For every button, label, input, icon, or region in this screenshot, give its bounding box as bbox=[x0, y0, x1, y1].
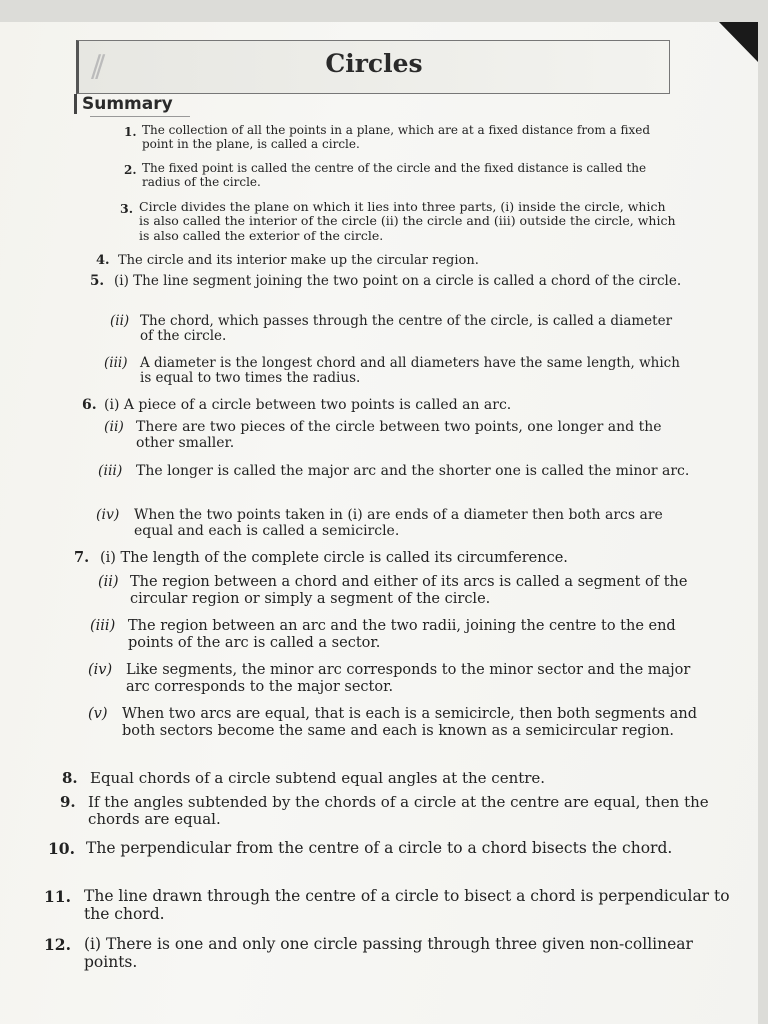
item-text: The region between an arc and the two radii, joining the centre to the end points of the arc is called a sector. bbox=[128, 618, 676, 651]
item-text: The line drawn through the centre of a circle to bisect a chord is perpendicular to the chord. bbox=[84, 887, 730, 923]
item-text: The perpendicular from the centre of a circle to a chord bisects the chord. bbox=[86, 839, 673, 857]
item-number: 3. bbox=[120, 201, 134, 216]
summary-underline bbox=[90, 116, 190, 117]
item-text: The chord, which passes through the centre of the circle, is called a diameter of the circle. bbox=[140, 313, 673, 345]
item-text: The region between a chord and either of its arcs is called a segment of the circular region or simply a segment of the circle. bbox=[130, 574, 688, 607]
item-number: (ii) bbox=[98, 574, 119, 590]
item-text: A diameter is the longest chord and all diameters have the same length, which is equal to two times the radius. bbox=[140, 355, 680, 387]
item-number: (ii) bbox=[110, 313, 130, 329]
item-number: 4. bbox=[96, 253, 110, 268]
banner-decoration: // bbox=[91, 49, 100, 84]
item-number: 1. bbox=[124, 125, 137, 139]
item-number: 10. bbox=[48, 839, 75, 858]
page-title: Circles bbox=[325, 49, 423, 78]
item-number: (iv) bbox=[88, 662, 113, 678]
item-text: There are two pieces of the circle between two points, one longer and the other smaller. bbox=[136, 419, 662, 451]
item-text: The fixed point is called the centre of the circle and the fixed distance is called the radius of the circle. bbox=[142, 161, 647, 189]
item-text: The circle and its interior make up the circular region. bbox=[118, 253, 479, 268]
summary-heading: Summary bbox=[74, 94, 173, 114]
page-corner-shadow bbox=[698, 22, 758, 62]
item-number: (v) bbox=[88, 706, 108, 722]
item-text: (i) A piece of a circle between two points is called an arc. bbox=[104, 397, 512, 413]
item-text: Circle divides the plane on which it lies into three parts, (i) inside the circle, which is also called the interior of the circle (ii) the circle and (iii) outside the circle, which is also called the exterior of the circle. bbox=[139, 199, 676, 243]
item-number: (ii) bbox=[104, 419, 124, 435]
item-number: (iii) bbox=[90, 618, 116, 634]
item-text: The longer is called the major arc and the shorter one is called the minor arc. bbox=[136, 463, 690, 479]
item-text: (i) There is one and only one circle passing through three given non-collinear points. bbox=[84, 935, 693, 971]
item-number: 8. bbox=[62, 769, 78, 787]
item-number: 11. bbox=[44, 887, 71, 906]
item-text: If the angles subtended by the chords of a circle at the centre are equal, then the chords are equal. bbox=[88, 793, 709, 829]
textbook-page bbox=[0, 22, 758, 1024]
item-number: (iii) bbox=[98, 463, 123, 479]
item-number: 5. bbox=[90, 273, 105, 289]
item-number: 2. bbox=[124, 163, 137, 177]
item-number: 12. bbox=[44, 935, 71, 954]
item-number: (iv) bbox=[96, 507, 120, 523]
item-text: The collection of all the points in a plane, which are at a fixed distance from a fixed point in the plane, is called a circle. bbox=[142, 123, 651, 151]
item-text: When two arcs are equal, that is each is a semicircle, then both segments and both sectors become the same and each is known as a semicircular region. bbox=[122, 706, 697, 739]
item-text: Equal chords of a circle subtend equal angles at the centre. bbox=[90, 769, 546, 787]
item-text: When the two points taken in (i) are ends of a diameter then both arcs are equal and each is called a semicircle. bbox=[134, 507, 663, 539]
item-text: Like segments, the minor arc corresponds to the minor sector and the major arc corresponds to the major sector. bbox=[126, 662, 691, 695]
item-number: 7. bbox=[74, 549, 90, 566]
item-text: (i) The length of the complete circle is called its circumference. bbox=[100, 550, 568, 566]
item-text: (i) The line segment joining the two point on a circle is called a chord of the circle. bbox=[114, 273, 682, 289]
title-banner bbox=[76, 40, 670, 94]
item-number: 9. bbox=[60, 793, 76, 811]
item-number: 6. bbox=[82, 397, 97, 413]
item-number: (iii) bbox=[104, 355, 128, 371]
